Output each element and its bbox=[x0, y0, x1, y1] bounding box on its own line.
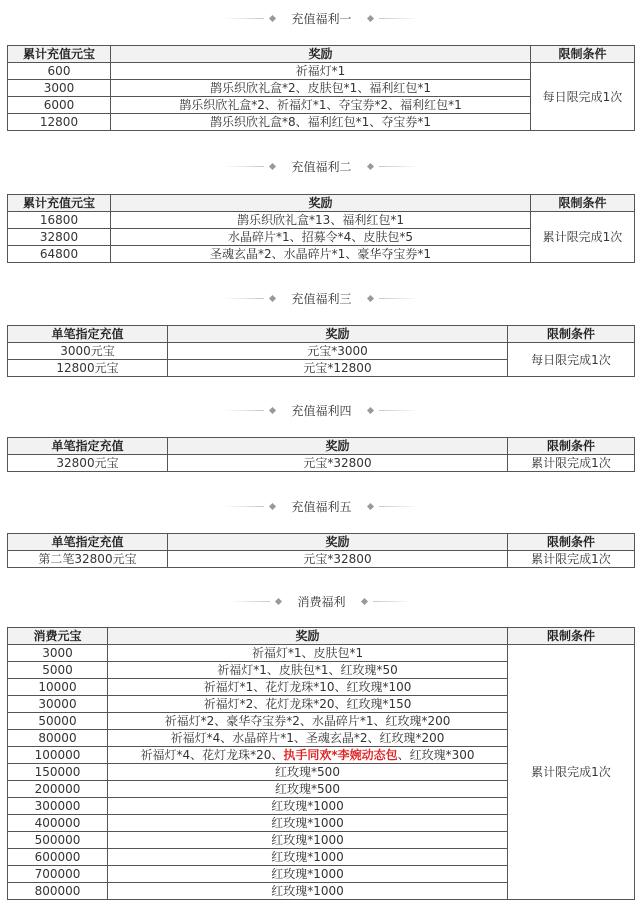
reward-cell: 鹊乐织欣礼盒*13、福利红包*1 bbox=[111, 212, 531, 229]
section-title-6 bbox=[0, 590, 643, 612]
divider-left bbox=[230, 599, 287, 604]
header-amount: 累计充值元宝 bbox=[8, 46, 111, 63]
section-title-text: 充值福利三 bbox=[291, 291, 352, 306]
header-reward: 奖励 bbox=[168, 534, 508, 551]
header-limit: 限制条件 bbox=[508, 628, 635, 645]
section-title-3 bbox=[0, 287, 643, 309]
reward-cell: 元宝*32800 bbox=[168, 551, 508, 568]
table-recharge-2 bbox=[7, 194, 635, 263]
amount-cell: 5000 bbox=[8, 662, 108, 679]
reward-cell: 祈福灯*1、皮肤包*1、红玫瑰*50 bbox=[108, 662, 508, 679]
table-recharge-5 bbox=[7, 533, 635, 568]
header-amount: 累计充值元宝 bbox=[8, 195, 111, 212]
limit-cell: 累计限完成1次 bbox=[508, 455, 635, 472]
amount-cell: 12800元宝 bbox=[8, 360, 168, 377]
table-header-row bbox=[8, 195, 635, 212]
table-row bbox=[8, 645, 635, 662]
reward-cell bbox=[108, 747, 508, 764]
table-recharge-1 bbox=[7, 45, 635, 131]
amount-cell: 32800元宝 bbox=[8, 455, 168, 472]
limit-cell: 每日限完成1次 bbox=[508, 343, 635, 377]
header-limit: 限制条件 bbox=[508, 438, 635, 455]
amount-cell: 600000 bbox=[8, 849, 108, 866]
section-title-2 bbox=[0, 155, 643, 177]
reward-cell: 鹊乐织欣礼盒*2、祈福灯*1、夺宝券*2、福利红包*1 bbox=[111, 97, 531, 114]
diamond-icon bbox=[366, 406, 373, 413]
table-header-row bbox=[8, 534, 635, 551]
amount-cell: 第二笔32800元宝 bbox=[8, 551, 168, 568]
amount-cell: 200000 bbox=[8, 781, 108, 798]
reward-cell: 祈福灯*2、豪华夺宝券*2、水晶碎片*1、红玫瑰*200 bbox=[108, 713, 508, 730]
divider-right bbox=[362, 296, 419, 301]
reward-text: 、红玫瑰*300 bbox=[397, 748, 475, 762]
table-row bbox=[8, 343, 635, 360]
diamond-icon bbox=[269, 162, 276, 169]
table-recharge-3 bbox=[7, 325, 635, 377]
reward-cell: 祈福灯*1 bbox=[111, 63, 531, 80]
header-limit: 限制条件 bbox=[508, 326, 635, 343]
header-reward: 奖励 bbox=[108, 628, 508, 645]
reward-cell: 红玫瑰*1000 bbox=[108, 832, 508, 849]
table-header-row bbox=[8, 438, 635, 455]
reward-text: 祈福灯*4、花灯龙珠*20、 bbox=[140, 748, 284, 762]
divider-left bbox=[224, 164, 281, 169]
divider-left bbox=[224, 504, 281, 509]
table-row bbox=[8, 455, 635, 472]
diamond-icon bbox=[366, 294, 373, 301]
header-reward: 奖励 bbox=[111, 46, 531, 63]
divider-right bbox=[362, 408, 419, 413]
diamond-icon bbox=[269, 14, 276, 21]
amount-cell: 150000 bbox=[8, 764, 108, 781]
amount-cell: 30000 bbox=[8, 696, 108, 713]
limit-cell: 累计限完成1次 bbox=[508, 645, 635, 900]
table-row bbox=[8, 551, 635, 568]
diamond-icon bbox=[360, 597, 367, 604]
section-title-1 bbox=[0, 7, 643, 29]
divider-right bbox=[362, 504, 419, 509]
divider-right bbox=[362, 16, 419, 21]
reward-cell: 圣魂玄晶*2、水晶碎片*1、豪华夺宝券*1 bbox=[111, 246, 531, 263]
reward-cell: 祈福灯*4、水晶碎片*1、圣魂玄晶*2、红玫瑰*200 bbox=[108, 730, 508, 747]
reward-cell: 红玫瑰*1000 bbox=[108, 883, 508, 900]
divider-right bbox=[362, 164, 419, 169]
amount-cell: 3000 bbox=[8, 645, 108, 662]
header-limit: 限制条件 bbox=[531, 46, 635, 63]
header-limit: 限制条件 bbox=[508, 534, 635, 551]
diamond-icon bbox=[275, 597, 282, 604]
section-title-text: 充值福利四 bbox=[291, 403, 352, 418]
amount-cell: 300000 bbox=[8, 798, 108, 815]
table-header-row bbox=[8, 46, 635, 63]
section-title-4 bbox=[0, 399, 643, 421]
amount-cell: 3000元宝 bbox=[8, 343, 168, 360]
diamond-icon bbox=[269, 294, 276, 301]
amount-cell: 12800 bbox=[8, 114, 111, 131]
limit-cell: 累计限完成1次 bbox=[508, 551, 635, 568]
divider-left bbox=[224, 408, 281, 413]
header-reward: 奖励 bbox=[168, 326, 508, 343]
divider-left bbox=[224, 16, 281, 21]
reward-cell: 元宝*3000 bbox=[168, 343, 508, 360]
amount-cell: 500000 bbox=[8, 832, 108, 849]
header-amount: 消费元宝 bbox=[8, 628, 108, 645]
amount-cell: 10000 bbox=[8, 679, 108, 696]
amount-cell: 800000 bbox=[8, 883, 108, 900]
highlight-reward-text: 执手同欢*李婉动态包 bbox=[283, 748, 398, 762]
reward-cell: 水晶碎片*1、招募令*4、皮肤包*5 bbox=[111, 229, 531, 246]
table-row bbox=[8, 212, 635, 229]
header-amount: 单笔指定充值 bbox=[8, 534, 168, 551]
header-amount: 单笔指定充值 bbox=[8, 326, 168, 343]
limit-cell: 累计限完成1次 bbox=[531, 212, 635, 263]
section-title-text: 消费福利 bbox=[297, 594, 346, 609]
header-reward: 奖励 bbox=[111, 195, 531, 212]
reward-cell: 红玫瑰*500 bbox=[108, 781, 508, 798]
limit-cell: 每日限完成1次 bbox=[531, 63, 635, 131]
amount-cell: 32800 bbox=[8, 229, 111, 246]
reward-cell: 祈福灯*2、花灯龙珠*20、红玫瑰*150 bbox=[108, 696, 508, 713]
reward-cell: 红玫瑰*500 bbox=[108, 764, 508, 781]
section-title-text: 充值福利二 bbox=[291, 159, 352, 174]
amount-cell: 600 bbox=[8, 63, 111, 80]
reward-cell: 鹊乐织欣礼盒*2、皮肤包*1、福利红包*1 bbox=[111, 80, 531, 97]
table-header-row bbox=[8, 326, 635, 343]
reward-cell: 元宝*32800 bbox=[168, 455, 508, 472]
reward-cell: 祈福灯*1、皮肤包*1 bbox=[108, 645, 508, 662]
amount-cell: 64800 bbox=[8, 246, 111, 263]
reward-cell: 红玫瑰*1000 bbox=[108, 815, 508, 832]
table-consumption bbox=[7, 627, 635, 900]
divider-left bbox=[224, 296, 281, 301]
diamond-icon bbox=[269, 502, 276, 509]
table-recharge-4 bbox=[7, 437, 635, 472]
header-limit: 限制条件 bbox=[531, 195, 635, 212]
amount-cell: 16800 bbox=[8, 212, 111, 229]
amount-cell: 100000 bbox=[8, 747, 108, 764]
amount-cell: 80000 bbox=[8, 730, 108, 747]
reward-cell: 红玫瑰*1000 bbox=[108, 849, 508, 866]
section-title-text: 充值福利一 bbox=[291, 11, 352, 26]
reward-cell: 元宝*12800 bbox=[168, 360, 508, 377]
diamond-icon bbox=[366, 14, 373, 21]
amount-cell: 6000 bbox=[8, 97, 111, 114]
header-amount: 单笔指定充值 bbox=[8, 438, 168, 455]
amount-cell: 700000 bbox=[8, 866, 108, 883]
amount-cell: 400000 bbox=[8, 815, 108, 832]
reward-cell: 红玫瑰*1000 bbox=[108, 866, 508, 883]
section-title-5 bbox=[0, 495, 643, 517]
amount-cell: 3000 bbox=[8, 80, 111, 97]
section-title-text: 充值福利五 bbox=[291, 499, 352, 514]
header-reward: 奖励 bbox=[168, 438, 508, 455]
table-header-row bbox=[8, 628, 635, 645]
diamond-icon bbox=[269, 406, 276, 413]
reward-cell: 红玫瑰*1000 bbox=[108, 798, 508, 815]
diamond-icon bbox=[366, 502, 373, 509]
table-row bbox=[8, 63, 635, 80]
diamond-icon bbox=[366, 162, 373, 169]
reward-cell: 祈福灯*1、花灯龙珠*10、红玫瑰*100 bbox=[108, 679, 508, 696]
amount-cell: 50000 bbox=[8, 713, 108, 730]
reward-cell: 鹊乐织欣礼盒*8、福利红包*1、夺宝券*1 bbox=[111, 114, 531, 131]
divider-right bbox=[356, 599, 413, 604]
